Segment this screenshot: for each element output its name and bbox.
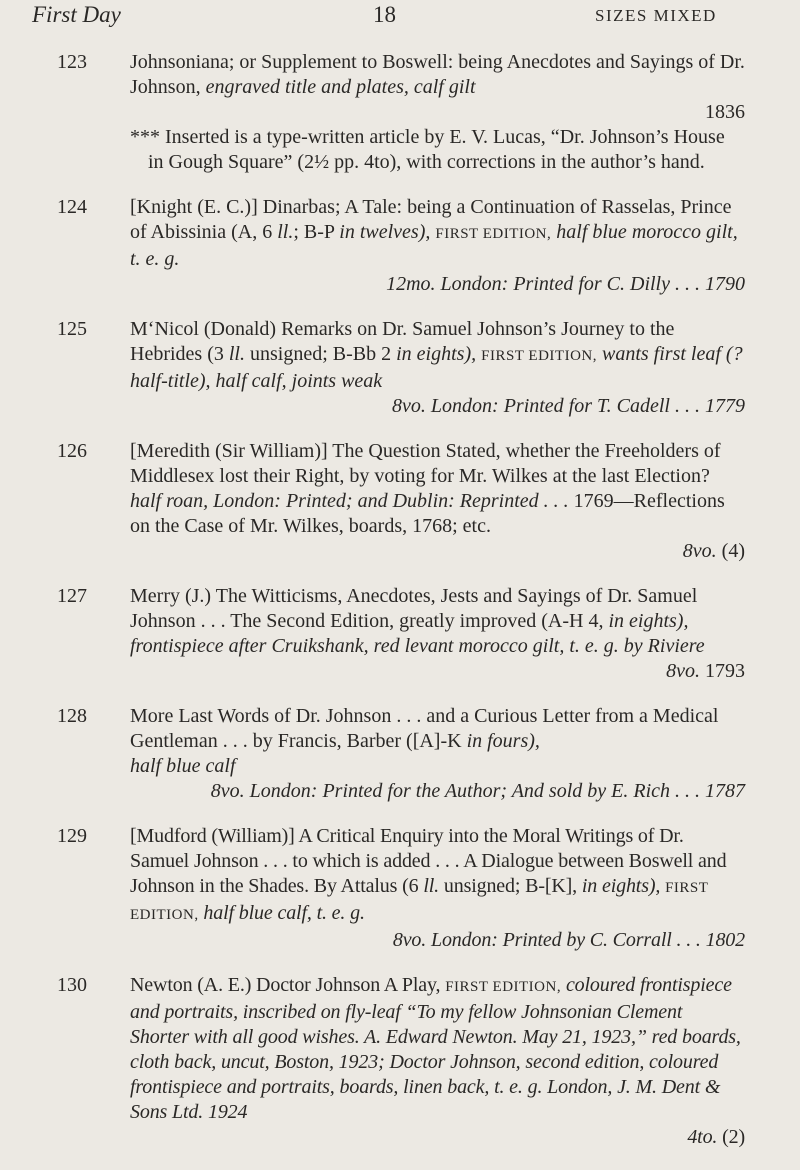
entry-edition: FIRST EDITION, [435,226,552,242]
catalogue-entry-129 [0,824,800,953]
lot-number: 129 [57,825,87,847]
entry-description [130,195,745,297]
entry-format: 12mo. [386,273,441,295]
entry-binding: half blue morocco gilt, t. e. g. [130,221,738,270]
entry-title: [Knight (E. C.)] Dinarbas; A Tale: being a Continuation of Rasselas, Prince of Abissinia (A, 6 [130,196,732,243]
entry-description [130,704,745,804]
entry-format-line [130,1125,745,1150]
entry-format: 8vo. [666,660,705,682]
entry-imprint: London: Printed for T. Cadell . . . 1779 [430,395,745,417]
entry-leaves: ll. [228,343,245,365]
entry-binding: half blue calf, t. e. g. [198,902,365,924]
entry-format: 4to. [687,1126,723,1148]
entry-title: [Mudford (William)] A Critical Enquiry into the Moral Writings of Dr. Samuel Johnson . . . to which is added . . . A Dialogue between Boswell and Johnson in the Shades. By Attalus (6 [130,825,727,897]
entry-format-line [130,659,745,684]
entry-edition: FIRST EDITION, [481,348,597,364]
note-mark: *** [130,126,165,148]
entry-format: 8vo. [392,395,431,417]
entry-format-line [130,539,745,564]
entry-note [130,125,745,175]
entry-edition: FIRST EDITION, [130,880,709,923]
entry-title: Merry (J.) The Witticisms, Anecdotes, Jests and Sayings of Dr. Samuel Johnson . . . The Second Edition, greatly improved (A-H 4, [130,585,698,632]
entry-binding: half blue calf [130,755,236,777]
lot-number: 124 [57,196,87,218]
entry-imprint-line [130,394,745,419]
entry-format: 8vo. [682,540,722,562]
entry-description [130,439,745,564]
lot-number: 125 [57,318,87,340]
entry-description [130,973,745,1150]
entry-count: (2) [722,1126,745,1148]
lot-number: 128 [57,705,87,727]
entry-details: coloured frontispiece and portraits, inscribed on fly-leaf “To my fellow Johnsonian Clement Shorter with all good wishes. A. Edward Newton. May 21, 1923,” red boards, cloth back, uncut, Boston, 1923; [130,974,741,1073]
catalogue-entry-123 [0,50,800,175]
entry-format: 8vo. [392,929,431,951]
entry-signatures: unsigned; B-Bb 2 [244,343,397,365]
entry-imprint-line [130,779,745,804]
entry-title: [Meredith (Sir William)] The Question Stated, whether the Freeholders of Middlesex lost their Right, by voting for Mr. Wilkes at the last Election? [130,440,721,487]
entry-format: 8vo. [210,780,250,802]
entry-collation: in twelves), [339,221,436,243]
entry-imprint: London: Printed by C. Corrall . . . 1802 [430,929,745,951]
entry-binding: wants first leaf (? half-title), half calf, joints weak [130,343,743,392]
entry-details: engraved title and plates, calf gilt [205,76,476,98]
entry-edition: FIRST EDITION, [445,979,562,995]
entry-second-copy: Doctor Johnson, second edition, coloured frontispiece and portraits, boards, linen back, t. e. g. London, J. M. Dent & Sons Ltd. 1924 [130,1051,721,1123]
entry-signatures: unsigned; B-[K], [439,875,582,897]
entry-leaves: ll. [277,221,294,243]
entry-date: 1793 [705,660,745,682]
catalogue-entry-128 [0,704,800,804]
page-header [0,0,800,40]
entry-count: (4) [721,540,745,562]
header-section-title: First Day [32,2,121,27]
entry-date: 1836 [705,101,745,123]
entry-description [130,50,745,175]
catalogue-entry-124 [0,195,800,297]
header-page-number: 18 [373,2,396,27]
entry-imprint-line [130,272,745,297]
header-category: SIZES MIXED [595,6,717,25]
lot-number: 130 [57,974,87,996]
catalogue-entries [0,50,800,1170]
catalogue-entry-126 [0,439,800,564]
entry-leaves: ll. [423,875,440,897]
entry-collation: in eights), [581,875,666,897]
entry-collation: in fours), [466,730,540,752]
entry-additional: 1769—Reflections on the Case of Mr. Wilkes, boards, 1768; etc. [130,490,725,537]
entry-title: Johnsoniana; or Supplement to Boswell: being Anecdotes and Sayings of Dr. Johnson, [130,51,745,98]
entry-description [130,584,745,684]
entry-imprint: London: Printed for the Author; And sold by E. Rich . . . 1787 [249,780,745,802]
entry-description [130,317,745,419]
entry-binding: in eights), frontispiece after Cruikshank, red levant morocco gilt, t. e. g. by Riviere [130,610,705,657]
note-text: Inserted is a type-written article by E. V. Lucas, “Dr. Johnson’s House in Gough Square” (2½ pp. 4to), with corrections in the author’s hand. [148,126,725,173]
entry-signatures: ; B-P [293,221,340,243]
catalogue-entry-130 [0,973,800,1150]
entry-binding: half roan, London: Printed; and Dublin: Reprinted . . . [130,490,574,512]
entry-collation: in eights), [396,343,482,365]
entry-description [130,824,745,953]
catalogue-entry-127 [0,584,800,684]
catalogue-entry-125 [0,317,800,419]
entry-title: More Last Words of Dr. Johnson . . . and a Curious Letter from a Medical Gentleman . . . by Francis, Barber ([A]-K [130,705,719,752]
entry-title: M‘Nicol (Donald) Remarks on Dr. Samuel Johnson’s Journey to the Hebrides (3 [130,318,675,365]
lot-number: 123 [57,51,87,73]
lot-number: 126 [57,440,87,462]
entry-imprint: London: Printed for C. Dilly . . . 1790 [440,273,745,295]
entry-imprint-line [130,928,745,953]
entry-title: Newton (A. E.) Doctor Johnson A Play, [130,974,446,996]
lot-number: 127 [57,585,87,607]
